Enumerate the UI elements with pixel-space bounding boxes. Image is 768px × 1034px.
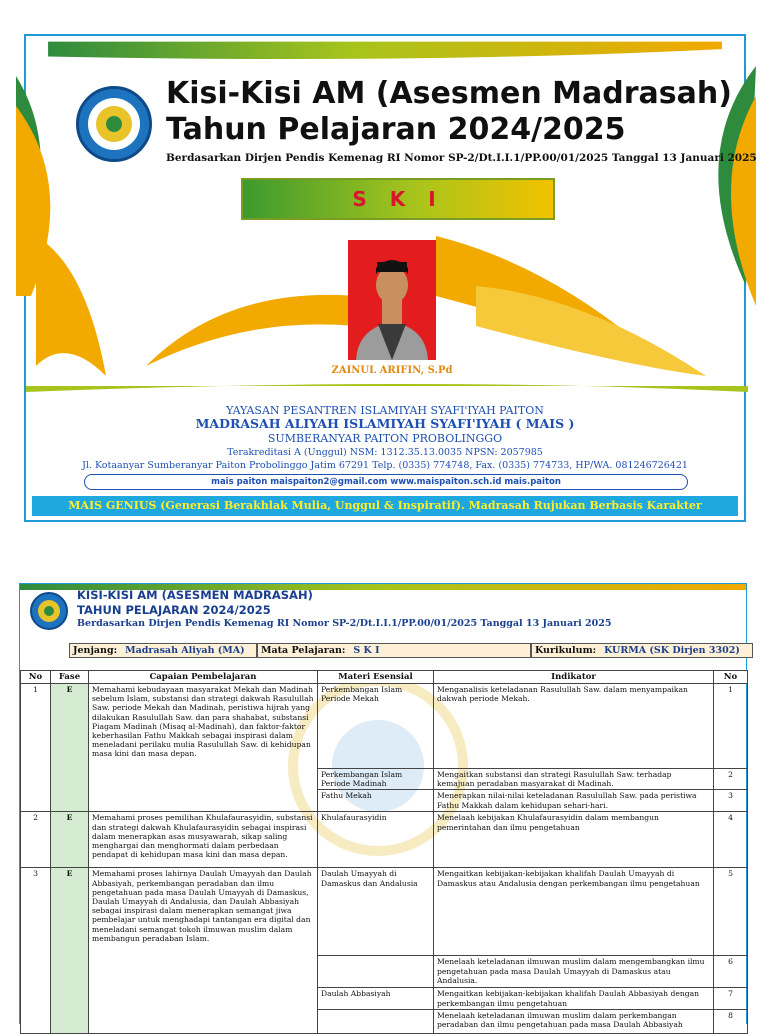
subject-banner <box>241 178 555 220</box>
materi-cell: Daulah Umayyah di Damaskus dan Andalusia <box>318 868 434 956</box>
header-capaian: Capaian Pembelajaran <box>89 671 318 684</box>
cover-basis-text: Berdasarkan Dirjen Pendis Kemenag RI Nomor SP-2/Dt.I.I.1/PP.00/01/2025 Tanggal 13 Januari 2025 <box>166 152 757 164</box>
indikator-no: 5 <box>714 868 748 956</box>
indikator-no: 6 <box>714 956 748 988</box>
materi-cell: Daulah Abbasiyah <box>318 988 434 1009</box>
author-name: ZAINUL ARIFIN, S.Pd <box>331 365 453 376</box>
page2-title: KISI-KISI AM (ASESMEN MADRASAH) <box>77 588 313 602</box>
cover-title: Kisi-Kisi AM (Asesmen Madrasah) <box>166 76 732 111</box>
school-location: SUMBERANYAR PAITON PROBOLINGGO <box>267 432 503 445</box>
table-row <box>21 684 748 769</box>
jenjang-cell: Jenjang: Madrasah Aliyah (MA) <box>69 643 257 658</box>
materi-cell <box>318 956 434 988</box>
page2-subtitle: TAHUN PELAJARAN 2024/2025 <box>77 603 271 617</box>
subject-label: S K I <box>352 187 444 211</box>
address-line: Jl. Kotaanyar Sumberanyar Paiton Probolinggo Jatim 67291 Telp. (0335) 774748, Fax. (0335) 774733, HP/WA. 081246726421 <box>82 460 688 471</box>
row-fase: E <box>51 868 89 1033</box>
row-no: 1 <box>21 684 51 812</box>
indikator-no: 8 <box>714 1009 748 1033</box>
indikator-no: 3 <box>714 790 748 812</box>
author-photo <box>348 240 436 360</box>
indikator-no: 4 <box>714 812 748 868</box>
indikator-cell: Menganalisis keteladanan Rasulullah Saw. dalam menyampaikan dakwah periode Mekah. <box>434 684 714 769</box>
indikator-cell: Menelaah keteladanan ilmuwan muslim dalam perkembangan peradaban dan ilmu pengetahuan pada masa Daulah Abbasiyah <box>434 1009 714 1033</box>
page2-basis: Berdasarkan Dirjen Pendis Kemenag RI Nomor SP-2/Dt.I.I.1/PP.00/01/2025 Tanggal 13 Januari 2025 <box>77 618 612 629</box>
mapel-cell: Mata Pelajaran: S K I <box>257 643 531 658</box>
materi-cell: Fathu Mekah <box>318 790 434 812</box>
materi-cell: Perkembangan Islam Periode Mekah <box>318 684 434 769</box>
materi-cell: Perkembangan Islam Periode Madinah <box>318 769 434 790</box>
row-no: 3 <box>21 868 51 1033</box>
capaian-cell: Memahami proses lahirnya Daulah Umayyah dan Daulah Abbasiyah, perkembangan peradaban dan ilmu pengetahuan pada masa Daulah Umayyah di Damaskus, Daulah Umayyah di Andalusia, dan Daulah Abbasiyah sebagai inspirasi dalam menerapkan semangat jiwa pembelajar untuk menghadapi tantangan era digital dan meneladani semangat tokoh ilmuwan muslim dalam membangun peradaban Islam. <box>89 868 318 1033</box>
header-indikator: Indikator <box>434 671 714 684</box>
kurikulum-cell: Kurikulum: KURMA (SK Dirjen 3302) <box>531 643 753 658</box>
capaian-cell: Memahami proses pemilihan Khulafaurasyidin, substansi dan strategi dakwah Khulafaurasyidin sebagai inspirasi dalam menerapkan asas musyawarah, sikap saling menghargai dan menghormati dalam perbedaan pendapat di kehidupan masa kini dan masa depan. <box>89 812 318 868</box>
cover-page <box>24 34 757 522</box>
table-header-row <box>21 671 748 684</box>
indikator-cell: Menelaah kebijakan Khulafaurasyidin dalam membangun pemerintahan dan ilmu pengetahuan <box>434 812 714 868</box>
materi-cell: Khulafaurasyidin <box>318 812 434 868</box>
capaian-cell: Memahami kebudayaan masyarakat Mekah dan Madinah sebelum Islam, substansi dan strategi dakwah Rasulullah Saw. periode Mekah dan Madinah, peristiwa hijrah yang dilakukan Rasulullah Saw. dan para shahabat, substansi Piagam Madinah (Misaq al-Madinah), dan faktor-faktor keberhasilan Fathu Makkah sebagai inspirasi dalam meneladani perilaku mulia Rasulullah Saw. di kehidupan masa kini dan masa depan. <box>89 684 318 812</box>
header-indicator-no: No <box>714 671 748 684</box>
school-logo <box>76 86 152 162</box>
accreditation-line: Terakreditasi A (Unggul) NSM: 1312.35.13.0035 NPSN: 2057985 <box>227 447 543 458</box>
indikator-cell: Mengaitkan substansi dan strategi Rasulullah Saw. terhadap kemajuan peradaban masyarakat di Madinah. <box>434 769 714 790</box>
header-fase: Fase <box>51 671 89 684</box>
kisi-kisi-page <box>19 583 747 1030</box>
school-name: MADRASAH ALIYAH ISLAMIYAH SYAFI'IYAH ( MAIS ) <box>195 416 575 431</box>
table-row <box>21 812 748 868</box>
indikator-no: 1 <box>714 684 748 769</box>
indikator-cell: Mengaitkan kebijakan-kebijakan khalifah Daulah Abbasiyah dengan perkembangan ilmu pengetahuan <box>434 988 714 1009</box>
foundation-name: YAYASAN PESANTREN ISLAMIYAH SYAFI'IYAH PAITON <box>226 404 544 417</box>
indikator-cell: Mengaitkan kebijakan-kebijakan khalifah Daulah Umayyah di Damaskus atau Andalusia dengan perkembangan ilmu pengetahuan <box>434 868 714 956</box>
header-no: No <box>21 671 51 684</box>
tagline-banner: MAIS GENIUS (Generasi Berakhlak Mulia, Unggul & Inspiratif). Madrasah Rujukan Berbasis Karakter <box>32 496 738 516</box>
row-fase: E <box>51 812 89 868</box>
cover-subtitle: Tahun Pelajaran 2024/2025 <box>166 112 626 147</box>
materi-cell <box>318 1009 434 1033</box>
indikator-no: 7 <box>714 988 748 1009</box>
contact-bar: mais paiton maispaiton2@gmail.com www.maispaiton.sch.id mais.paiton <box>84 474 688 490</box>
row-fase: E <box>51 684 89 812</box>
table-row <box>21 868 748 956</box>
row-no: 2 <box>21 812 51 868</box>
header-materi: Materi Esensial <box>318 671 434 684</box>
indikator-cell: Menerapkan nilai-nilai keteladanan Rasulullah Saw. pada peristiwa Fathu Makkah dalam kehidupan sehari-hari. <box>434 790 714 812</box>
indikator-cell: Menelaah keteladanan ilmuwan muslim dalam mengembangkan ilmu pengetahuan pada masa Daulah Umayyah di Damaskus atau Andalusia. <box>434 956 714 988</box>
kisi-kisi-table <box>20 670 748 1034</box>
page2-school-logo <box>30 592 68 630</box>
indikator-no: 2 <box>714 769 748 790</box>
